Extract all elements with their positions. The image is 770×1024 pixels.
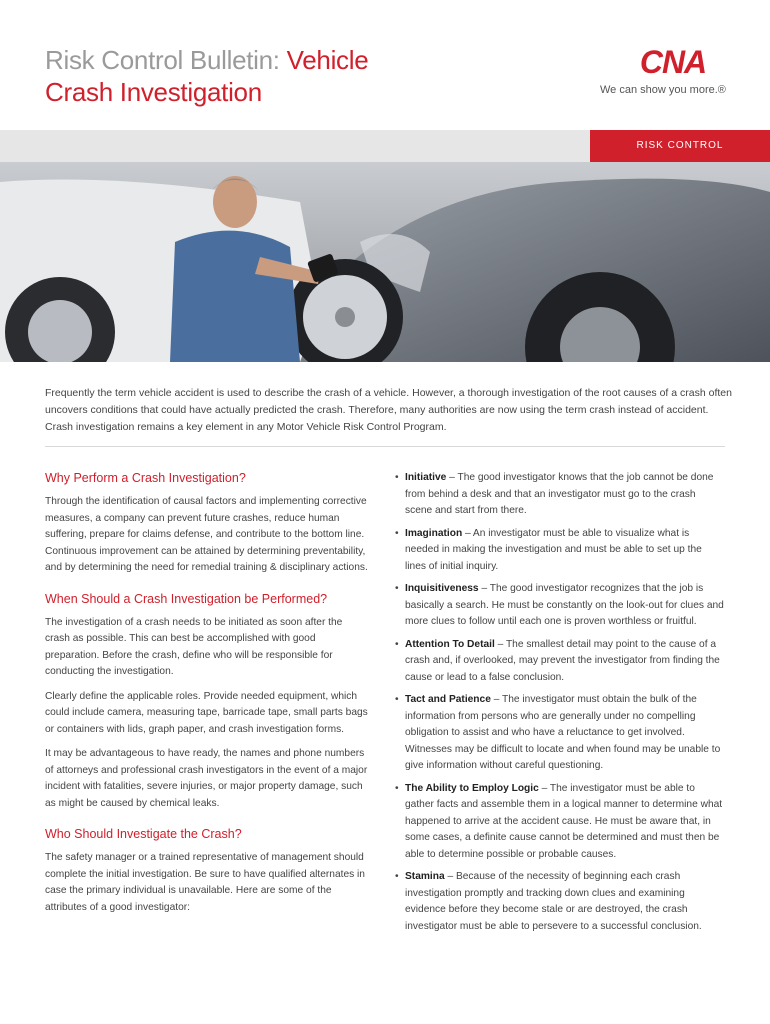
attribute-text: – The investigator must be able to gather facts and assemble them in a logical manner to determine what happened to arrive at the accident cause. He must be aware that, in some cases, a definite cause cannot be determined and must then be able to determine possible or probable causes. — [405, 782, 723, 860]
section-paragraph: The safety manager or a trained representative of management should complete the initial investigation. Be sure to have qualified alternates in case the primary individual is unavailable. Here are some of the attributes of a good investigator: — [45, 852, 365, 913]
title-line2: Crash Investigation — [45, 77, 262, 107]
attribute-item — [395, 470, 725, 520]
attribute-item — [395, 781, 725, 864]
attribute-text: – The smallest detail may point to the cause of a crash and, if overlooked, may prevent the investigator from finding the cause or lead to a false conclusion. — [405, 638, 720, 683]
attribute-text: – The good investigator recognizes that the job is basically a search. He must be constantly on the look-out for clues and more clues to follow until each one is proven worthless or fruitful. — [405, 583, 724, 627]
attribute-text: – The investigator must obtain the bulk of the information from persons who are generally under no compelling obligation to assist and who have a reluctance to get involved. Witnesses may be difficult to locate and when found may be unable to give information without careful questioning. — [405, 694, 721, 771]
tagline: We can show you more.® — [600, 84, 726, 96]
section-paragraph: Clearly define the applicable roles. Provide needed equipment, which could include camera, measuring tape, barricade tape, small parts bags or containers with lids, graph paper, and crash investigation forms. — [45, 690, 368, 735]
attribute-term: Imagination — [405, 527, 463, 539]
cna-logo — [617, 46, 729, 76]
page-title — [45, 44, 485, 108]
section-banner — [0, 130, 770, 162]
attribute-term: Attention To Detail — [405, 638, 495, 650]
left-column — [45, 470, 370, 930]
attribute-item — [395, 581, 725, 631]
section-paragraph: Through the identification of causal factors and implementing corrective measures, a company can prevent future crashes, reduce human suffering, prepare for claims defense, and contribute to the bottom line. Continuous improvement can be attained by determining preventability, and by determining the need for remedial training & disciplinary actions. — [45, 496, 368, 573]
attribute-term: Stamina — [405, 871, 445, 882]
banner-label: RISK CONTROL — [590, 130, 770, 162]
attribute-item — [395, 637, 725, 687]
bullet-icon: • — [395, 527, 399, 539]
banner-gray-strip — [0, 130, 590, 162]
section-who — [45, 826, 370, 916]
logo-text: CNA — [639, 46, 707, 76]
bullet-icon: • — [395, 583, 399, 594]
page-header — [0, 0, 770, 130]
attribute-term: Tact and Patience — [405, 694, 491, 705]
bullet-icon: • — [395, 638, 399, 650]
section-heading: Why Perform a Crash Investigation? — [45, 471, 246, 485]
intro-paragraph: Frequently the term vehicle accident is used to describe the crash of a vehicle. However, a thorough investigation of the root causes of a crash often uncovers conditions that could have actually predicted the crash. Therefore, many authorities are now using the term crash instead of accident. Crash investigation remains a key element in any Motor Vehicle Risk Control Program. — [45, 387, 732, 433]
attribute-term: Initiative — [405, 472, 447, 483]
attribute-text: – An investigator must be able to visualize what is needed in making the investigation and must be able to set up the lines of initial inquiry. — [405, 527, 702, 572]
attribute-item — [395, 526, 725, 576]
attribute-text: – The good investigator knows that the job cannot be done from behind a desk and that an investigator must go to the crash scene and start from there. — [405, 472, 714, 516]
title-part2: Vehicle — [286, 45, 369, 75]
attribute-term: The Ability to Employ Logic — [405, 782, 539, 794]
section-paragraph: The investigation of a crash needs to be initiated as soon after the crash as possible. This can best be accomplished with good preparation. Before the crash, define who will be responsible for conducting the investigation. — [45, 616, 343, 677]
section-when — [45, 591, 370, 813]
section-divider — [45, 446, 725, 447]
section-heading: Who Should Investigate the Crash? — [45, 827, 242, 841]
hero-illustration — [0, 162, 770, 362]
bullet-icon: • — [395, 782, 399, 794]
attribute-term: Inquisitiveness — [405, 583, 479, 594]
attribute-item — [395, 869, 725, 935]
section-paragraph: It may be advantageous to have ready, the names and phone numbers of attorneys and professional crash investigators in the event of a major incident with fatalities, severe injuries, or major property damage, such as might be caused by chemical leaks. — [45, 748, 368, 809]
section-heading: When Should a Crash Investigation be Performed? — [45, 591, 328, 606]
title-part1: Risk Control Bulletin: — [45, 45, 287, 75]
section-why — [45, 470, 370, 577]
right-column — [395, 470, 725, 941]
attribute-text: – Because of the necessity of beginning each crash investigation promptly and tracking down clues and examining evidence before they become stale or are destroyed, the crash investigator must be able to persevere to a successful conclusion. — [405, 871, 702, 932]
hero-photo — [0, 162, 770, 362]
bullet-icon: • — [395, 694, 399, 705]
attribute-item — [395, 692, 725, 775]
bullet-icon: • — [395, 472, 399, 483]
bullet-icon: • — [395, 871, 399, 882]
